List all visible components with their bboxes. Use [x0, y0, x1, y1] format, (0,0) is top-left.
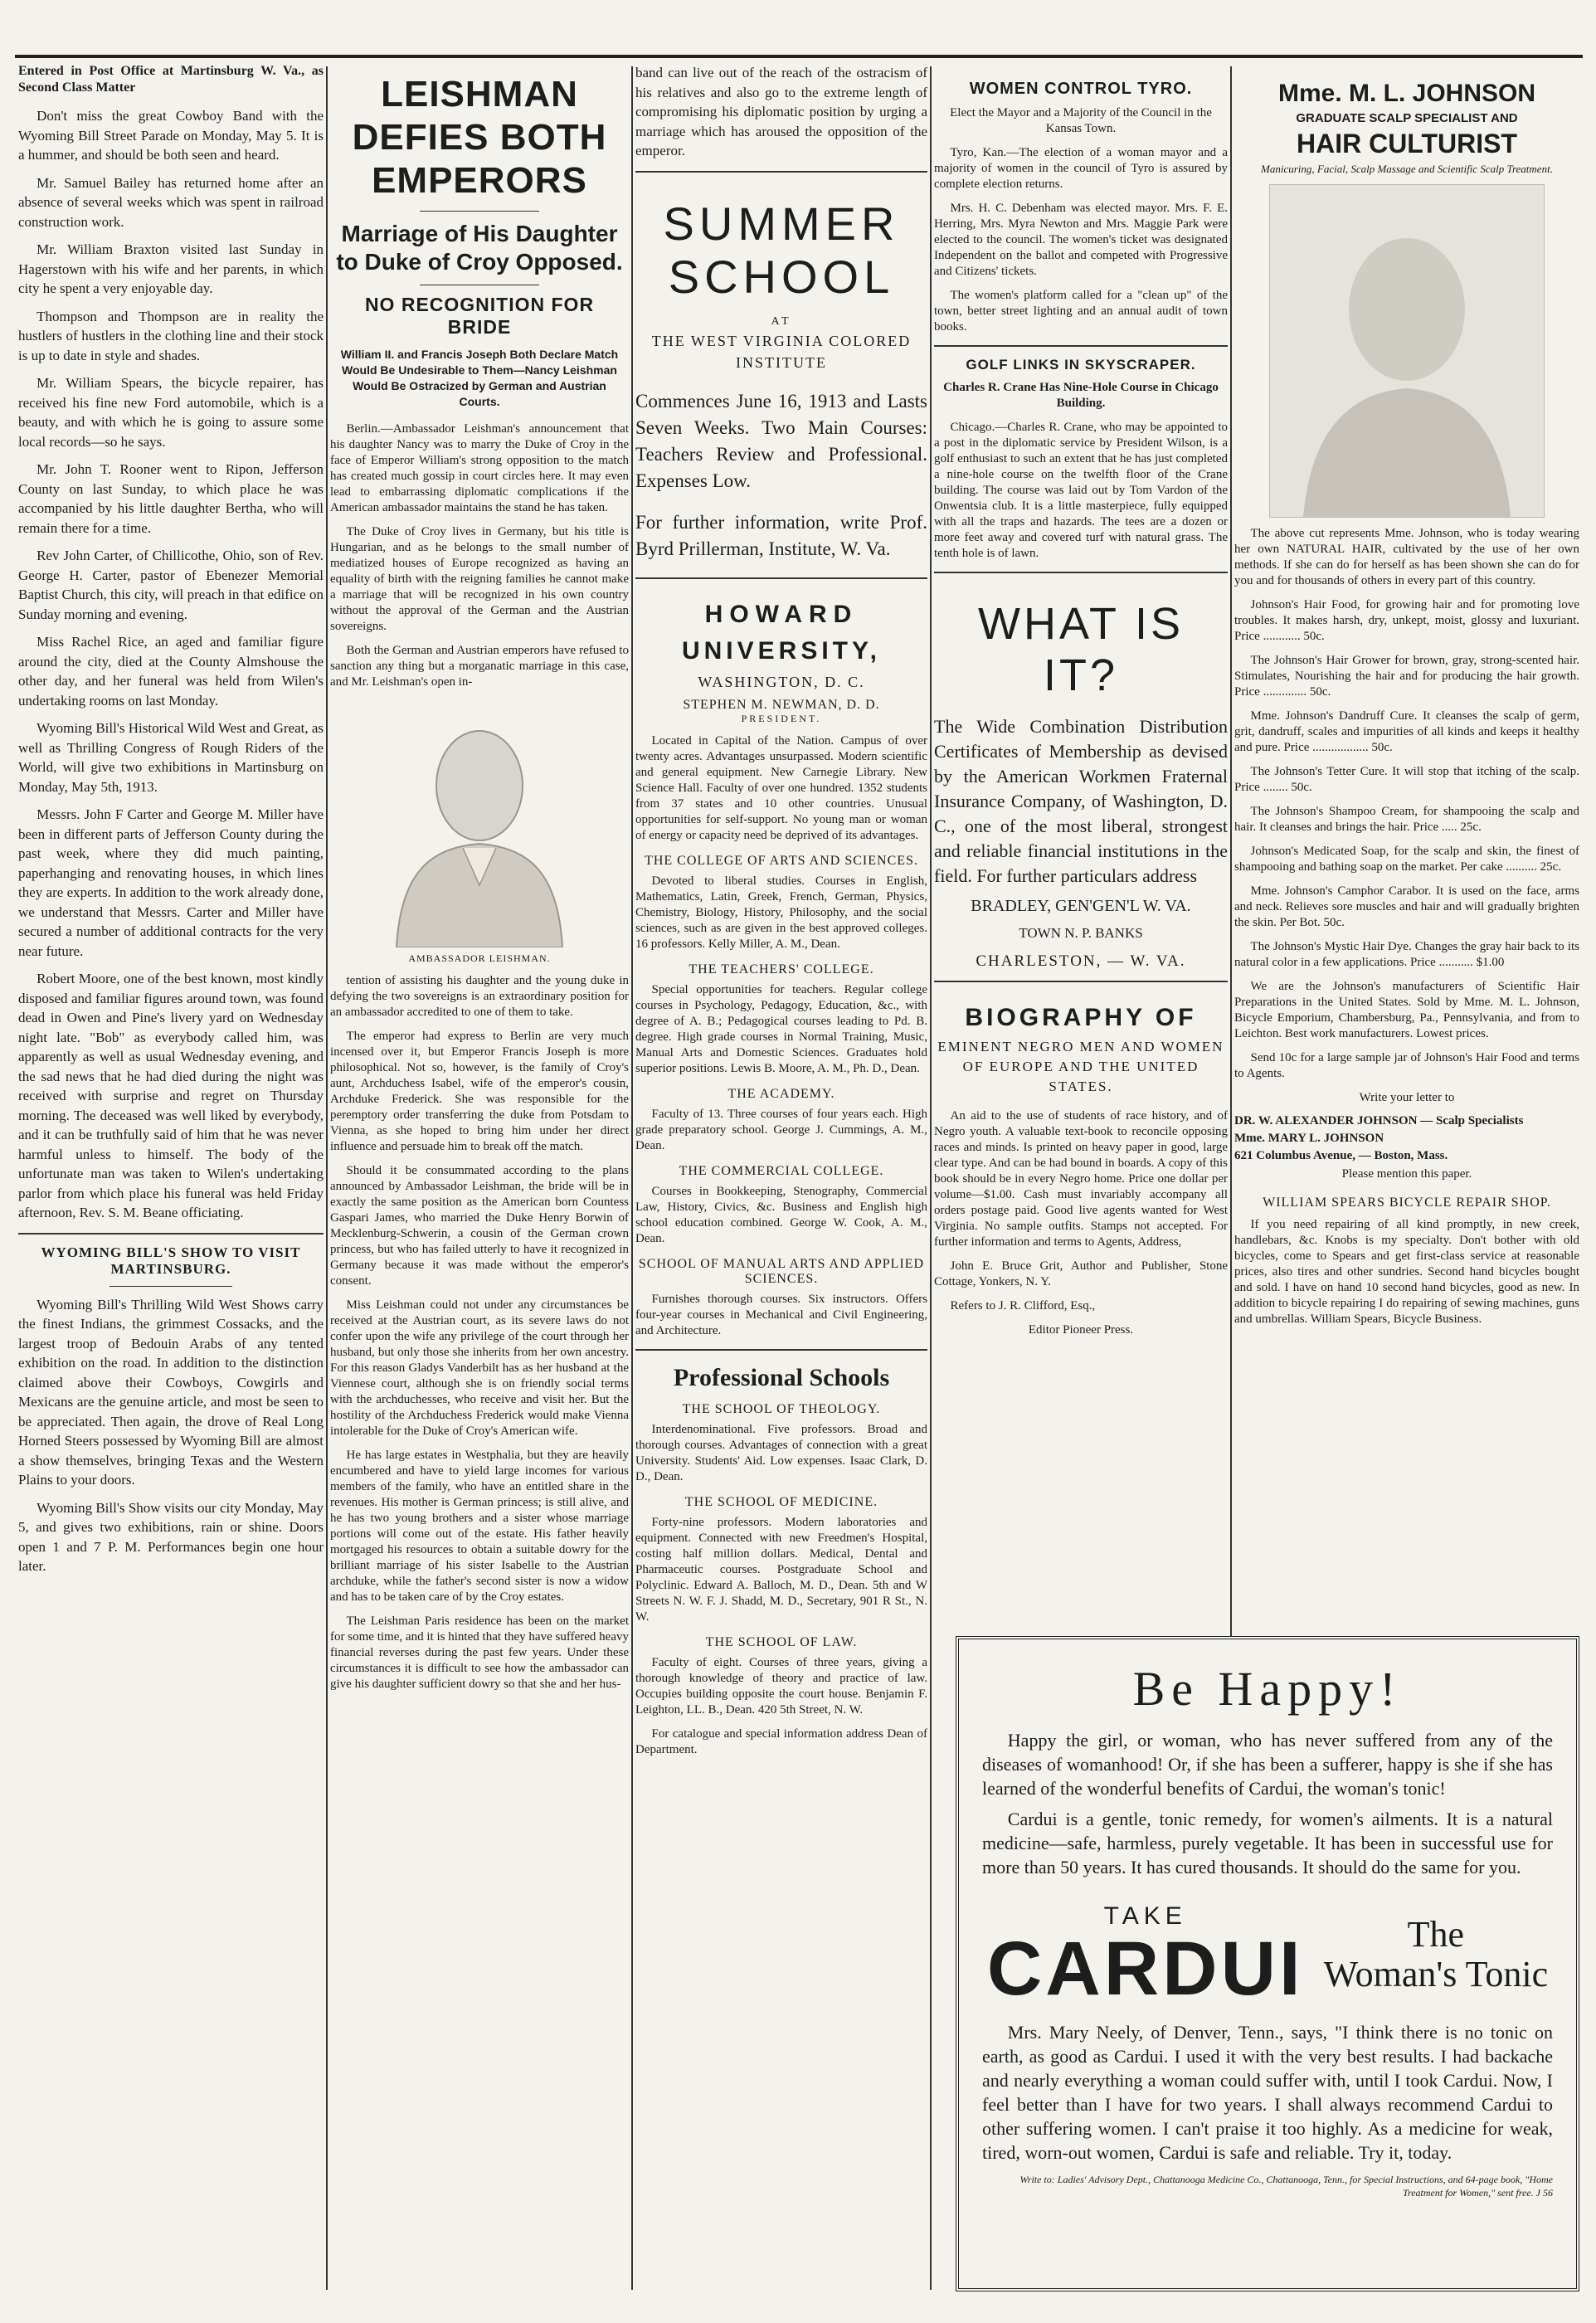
portrait-photo: [1270, 185, 1544, 517]
johnson-product: The Johnson's Shampoo Cream, for shampooing the scalp and hair. It cleanses and brings the hair. Price ..... 25c.: [1234, 805, 1579, 834]
johnson-photo: [1269, 184, 1545, 518]
cardui-paragraph-1: Happy the girl, or woman, who has never suffered from any of the diseases of womanhood! Or, if she has been a sufferer, happy is she if she has learned of the wonderful benefits of Cardui, the woman's tonic!: [982, 1730, 1553, 1799]
summer-school-title: SUMMER SCHOOL: [663, 197, 900, 303]
golf-deck: Charles R. Crane Has Nine-Hole Course in Chicago Building.: [943, 381, 1219, 410]
johnson-product: Mme. Johnson's Camphor Carabor. It is used on the face, arms and neck. Relieves sore muscles and hair and will gradually brighten the skin. Per Bot. 50c.: [1234, 884, 1579, 929]
college-section-title: THE COMMERCIAL COLLEGE.: [679, 1163, 884, 1178]
divider: [635, 1349, 927, 1351]
local-news-item: Mr. Samuel Bailey has returned home after an absence of several weeks which was spent in railroad construction work.: [18, 174, 324, 230]
story-paragraph: tention of assisting his daughter and the young duke in defying the two sovereigns is an extraordinary position for an ambassador accredited to one of them to take.: [330, 974, 629, 1019]
professional-sections: [635, 1402, 927, 1718]
college-section-text: Furnishes thorough courses. Six instructors. Offers four-year courses in Mechanical and Civil Engineering, and Architecture.: [635, 1292, 927, 1337]
what-is-it-text: The Wide Combination Distribution Certificates of Membership as devised by the American Workmen Fraternal Insurance Company, of Washington, D. C., one of the most liberal, strongest and reliable financial institutions in the field. For further particulars address: [934, 716, 1228, 886]
cardui-footer: Write to: Ladies' Advisory Dept., Chattanooga Medicine Co., Chattanooga, Tenn., for Special Instructions, and 64-page book, "Home Treatment for Women," sent free. J 56: [1019, 2174, 1553, 2199]
at-label: AT: [771, 314, 792, 328]
local-news-item: Mr. John T. Rooner went to Ripon, Jefferson County on last Sunday, to which place he was accompanied by his little daughter Bertha, who will remain there for a time.: [18, 461, 324, 536]
biography-text: An aid to the use of students of race history, and of Negro youth. A valuable text-book to reconcile opposing races and minds. Is printed on heavy paper in good, large clear type. And can be had bound in boards. A copy of this book should be in every Negro home. Price one dollar per volume—$1.00. Cash must invariably accompany all orders postage paid. Good live agents wanted for West Virginia. No sample outfits. Stamps not accepted. For further information and terms to Agents, Address,: [934, 1109, 1228, 1249]
signature-name: DR. W. ALEXANDER JOHNSON: [1234, 1114, 1418, 1127]
take-label: TAKE: [1103, 1902, 1187, 1930]
local-items: [18, 106, 324, 1223]
university-description: Located in Capital of the Nation. Campus of over twenty acres. Advantages unsurpassed. Modern scientific and general equipment. New Carnegie Library. New Science Hall. Faculty of over one hundred. 1352 students from 37 states and 10 other countries. Unusual opportunities for self-support. No young man or woman of energy or capacity need be deprived of its advantages.: [635, 733, 927, 842]
column-rule: [326, 66, 328, 2290]
summer-school-dates: Commences June 16, 1913 and Lasts Seven Weeks. Two Main Courses: Teachers Review and Professional. Expenses Low.: [635, 390, 927, 491]
johnson-title: Mme. M. L. JOHNSON: [1277, 80, 1536, 107]
cardui-advertisement: [956, 1636, 1579, 2291]
be-happy-title: Be Happy!: [1132, 1662, 1403, 1716]
johnson-product: The Johnson's Tetter Cure. It will stop that itching of the scalp. Price ........ 50c.: [1234, 765, 1579, 794]
story-paragraph: The Leishman Paris residence has been on the market for some time, and it is hinted that they have suffered heavy financial reverses during the past few years. Under these circumstances it is difficult to see how the ambassador can give his daughter sufficient dowry so that she and her hus-: [330, 1614, 629, 1691]
college-section-title: THE TEACHERS' COLLEGE.: [689, 962, 874, 976]
local-news-item: Thompson and Thompson are in reality the hustlers of hustlers in the clothing line and their stock is up to date in style and shades.: [18, 308, 324, 363]
local-news-item: Don't miss the great Cowboy Band with the Wyoming Bill Street Parade on Monday, May 5. It is a hummer, and should be both seen and heard.: [18, 108, 324, 163]
johnson-product: Mme. Johnson's Dandruff Cure. It cleanses the scalp of germ, grit, dandruff, scales and impurities of all kinds and keeps it healthy and pure. Price .................. 50c.: [1234, 709, 1579, 754]
tyro-paragraph: The women's platform called for a "clean up" of the town, better street lighting and an annual audit of town books.: [934, 289, 1228, 334]
cardui-logo: [982, 1902, 1553, 2011]
divider: [18, 1233, 324, 1235]
howard-title: HOWARD: [704, 600, 859, 628]
wyoming-items: [18, 1295, 324, 1576]
divider: [420, 211, 539, 212]
ambassador-portrait: [372, 707, 587, 947]
portrait-illustration: [372, 707, 587, 947]
deck-text: William II. and Francis Joseph Both Declare Match Would Be Undesirable to Them—Nancy Leishman Would Be Ostracized by German and Austrian Courts.: [340, 348, 619, 408]
johnson-graduate: GRADUATE SCALP SPECIALIST AND: [1296, 111, 1518, 125]
johnson-product: Johnson's Medicated Soap, for the scalp and skin, the finest of shampooing and bathing soap on the market. Per cake .......... 25c.: [1234, 845, 1579, 874]
johnson-product: Johnson's Hair Food, for growing hair and for promoting love troubles. It makes harsh, dry, unkept, moist, glossy and luxuriant. Price ............ 50c.: [1234, 598, 1579, 643]
tyro-paragraph: Mrs. H. C. Debenham was elected mayor. Mrs. F. E. Herring, Mrs. Myra Newton and Mrs. Maggie Park were elected to the council. The women's ticket was designated Independent on the ballot and competed with Progressive and Citizens' tickets.: [934, 202, 1228, 278]
column-local-news: [18, 63, 324, 2290]
local-news-item: Robert Moore, one of the best known, most kindly disposed and familiar figures around town, was found dead in Owen and Pine's livery yard on Wednesday night late. "Bob" as everybody called him, was apparently as well as usual Wednesday evening, and the sad news that he had died during the night was received with surprise and regret on Thursday morning. The deceased was well liked by everybody, and it can be truthfully said of him that he was never harmful unless to himself. The body of the unfortunate man was taken to Wilen's undertaking parlor from which place his funeral was held Friday afternoon, Rev. S. M. Beane officiating.: [18, 971, 324, 1220]
professional-section-text: Forty-nine professors. Modern laboratories and equipment. Connected with new Freedmen's Hospital, costing half million dollars. Medical, Dental and Pharmaceutic courses. Postgraduate School and Polyclinic. Edward A. Balloch, M. D., Dean. 5th and W Streets N. W. F. J. Shadd, M. D., Secretary, 901 R St., N. W.: [635, 1515, 927, 1624]
wyoming-paragraph: Wyoming Bill's Thrilling Wild West Shows carry the finest Indians, the grimmest Cossacks, and the largest troop of Bedouin Arabs of any tented exhibition on the road. In addition to the distinction claimed above their Cowboys, Cowgirls and Mexicans are the genuine article, and most be seen to be appreciated. Then again, the drove of Real Long Horned Steers possessed by Wyoming Bill are almost a show themselves, bringing Texas and the Western Plains to your doors.: [18, 1296, 324, 1488]
biography-title: BIOGRAPHY OF: [965, 1004, 1197, 1031]
tyro-paragraphs: [934, 145, 1228, 335]
portrait-caption: AMBASSADOR LEISHMAN.: [408, 952, 551, 964]
divider: [109, 1286, 231, 1287]
bicycle-heading: WILLIAM SPEARS BICYCLE REPAIR SHOP.: [1263, 1196, 1551, 1210]
what-is-it-title: WHAT IS IT?: [977, 599, 1184, 700]
university-city: WASHINGTON, D. C.: [698, 673, 865, 690]
story-paragraph: The emperor had express to Berlin are very much incensed over it, but Emperor Francis Joseph is more philosophical. Not so, however, is the family of Croy's aunt, Archduchess Isabel, wife of the emperor's cousin, Archduke Frederick. She was responsible for the peremptory order transferring the duke from Potsdam to Vienna, as she hoped to bring him under her direct influence and persuade him to break off the match.: [330, 1030, 629, 1153]
institute-name: THE WEST VIRGINIA COLORED INSTITUTE: [651, 332, 912, 371]
johnson-product: The Johnson's Mystic Hair Dye. Changes the gray hair back to its natural color in a few applications. Price ........... $1.00: [1234, 940, 1579, 969]
president-title: PRESIDENT.: [741, 712, 822, 724]
biography-editor: Editor Pioneer Press.: [1028, 1323, 1134, 1337]
johnson-services: Manicuring, Facial, Scalp Massage and Scientific Scalp Treatment.: [1261, 163, 1553, 175]
college-section-text: Special opportunities for teachers. Regular college courses in Psychology, Pedagogy, Education, &c., with degree of A. B.; Pedagogical courses leading to Pd. B. degree. High grade courses in Normal Training, Music, Manual Arts and Domestic Sciences. Graduates hold superior positions. Lewis B. Moore, A. M., Ph. D., Dean.: [635, 982, 927, 1075]
divider: [635, 171, 927, 173]
cardui-wordmark: CARDUI: [986, 1926, 1304, 2011]
tyro-heading: WOMEN CONTROL TYRO.: [969, 80, 1193, 98]
womans-tonic: [1324, 1915, 1549, 1994]
postal-notice: Entered in Post Office at Martinsburg W. Va., as Second Class Matter: [18, 64, 324, 95]
local-news-item: Wyoming Bill's Historical Wild West and Great, as well as Thrilling Congress of Rough Riders of the World, will give two exhibitions in Martinsburg on Monday, May 5th, 1913.: [18, 720, 324, 795]
divider: [934, 981, 1228, 982]
university-president: STEPHEN M. NEWMAN, D. D.: [683, 697, 880, 712]
johnson-signature: DR. W. ALEXANDER JOHNSON — Scalp Specialists: [1234, 1114, 1524, 1127]
professional-section-text: Interdenominational. Five professors. Broad and thorough courses. Advantages of connection with a great University. Students' Aid. Low expenses. Isaac Clark, D. D., Dean.: [635, 1422, 927, 1483]
johnson-sample-offer: Send 10c for a large sample jar of Johnson's Hair Food and terms to Agents.: [1234, 1051, 1579, 1080]
story-paragraph: Miss Leishman could not under any circumstances be received at the Austrian court, as its severe laws do not confer upon the wife any privilege of the court through her husband, but only those she inherits from her own ancestry. For this reason Gladys Vanderbilt has as her husband at the Viennese court, although she is on friendly social terms with the archduchesses, who receive and visit her. But the hostility of the Archduchess Frederick would make Vienna intolerable for the Duke of Croy's American wife.: [330, 1298, 629, 1438]
story-paragraph: Both the German and Austrian emperors have refused to sanction any thing but a morganatic marriage in this case, and Mr. Leishman's open in-: [330, 644, 629, 689]
professional-section-title: THE SCHOOL OF LAW.: [705, 1634, 858, 1649]
johnson-photo-caption: The above cut represents Mme. Johnson, who is today wearing her own NATURAL HAIR, cultivated by the use of her own methods. If she can do for herself as has been shown she can do for you and for thousands of others in every part of this country.: [1234, 527, 1579, 587]
what-is-it-address-line3: CHARLESTON, — W. VA.: [976, 952, 1186, 970]
golf-heading: GOLF LINKS IN SKYSCRAPER.: [966, 357, 1196, 373]
johnson-write: Write your letter to: [1359, 1091, 1455, 1104]
professional-schools-title: Professional Schools: [673, 1363, 890, 1391]
cardui-testimonial: Mrs. Mary Neely, of Denver, Tenn., says, "I think there is no tonic on earth, as good as Cardui. I used it with the very best results. I had backache and nearly everything a woman could suffer with, until I took Cardui. Now, I feel better than I have for two years. I shall always recommend Cardui to other suffering women. I can't praise it too highly. As a medicine for weak, tired, worn-out women, Cardui is safe and reliable. Try it, today.: [982, 2022, 1553, 2163]
deck-headline: NO RECOGNITION FOR BRIDE: [364, 294, 595, 338]
professional-section-text: Faculty of eight. Courses of three years, giving a thorough knowledge of theory and practice of law. Occupies building opposite the court house. Benjamin F. Leighton, LL. B., Dean. 420 5th Street, N. W.: [635, 1655, 927, 1717]
story-paragraph: The Duke of Croy lives in Germany, but his title is Hungarian, and as he belongs to the small number of mediatized houses of Europe recognized as having an equality of birth with the reigning families he cannot make a marriage that will be recognized in his own country without the approval of the German and the Austrian sovereigns.: [330, 525, 629, 633]
what-is-it-address-line2: TOWN N. P. BANKS: [1019, 925, 1143, 941]
university-title: UNIVERSITY,: [681, 636, 882, 665]
tyro-deck: Elect the Mayor and a Majority of the Council in the Kansas Town.: [950, 106, 1212, 135]
the-label: The: [1407, 1914, 1465, 1955]
cardui-paragraph-2: Cardui is a gentle, tonic remedy, for women's ailments. It is a natural medicine—safe, harmless, purely vegetable. It has been in successful use for more than 50 years. It has cured thousands. It should do the same for you.: [982, 1809, 1553, 1877]
local-news-item: Rev John Carter, of Chillicothe, Ohio, son of Rev. George H. Carter, pastor of Ebenezer Memorial Baptist Church, this city, will preach in that edifice on Sunday morning and evening.: [18, 548, 324, 622]
closing-note: For catalogue and special information address Dean of Department.: [635, 1726, 927, 1756]
signature-role: Scalp Specialists: [1435, 1114, 1524, 1127]
biography-reference: Refers to J. R. Clifford, Esq.,: [950, 1299, 1096, 1312]
column-schools: [635, 63, 927, 2290]
tyro-paragraph: Tyro, Kan.—The election of a woman mayor and a majority of women in the council of Tyro is assured by complete election returns.: [934, 146, 1228, 191]
divider: [934, 572, 1228, 573]
local-news-item: Mr. William Braxton visited last Sunday in Hagerstown with his wife and her parents, in which city he spent a very enjoyable day.: [18, 241, 324, 296]
what-is-it-address: BRADLEY, GEN'GEN'L W. VA.: [971, 897, 1191, 915]
divider: [934, 345, 1228, 347]
column-leishman-story: [330, 63, 629, 2290]
subheadline: Marriage of His Daughter to Duke of Croy Opposed.: [336, 221, 623, 275]
column-rule: [930, 66, 932, 2290]
college-sections: [635, 854, 927, 1339]
divider: [635, 577, 927, 579]
college-section-text: Courses in Bookkeeping, Stenography, Commercial Law, History, Civics, &c. Business and English high school education combined. George W. Cook, A. M., Dean.: [635, 1184, 927, 1245]
johnson-signature-2: Mme. MARY L. JOHNSON: [1234, 1132, 1384, 1145]
college-section-title: SCHOOL OF MANUAL ARTS AND APPLIED SCIENCES.: [638, 1256, 925, 1286]
college-section-title: THE COLLEGE OF ARTS AND SCIENCES.: [645, 853, 918, 868]
johnson-hair-culturist: HAIR CULTURIST: [1296, 129, 1518, 158]
college-section-text: Devoted to liberal studies. Courses in English, Mathematics, Latin, Greek, French, German, Physics, Chemistry, Biology, History, Philosophy, and the social sciences, such as are given in the best approved colleges. 16 professors. Kelly Miller, A. M., Dean.: [635, 874, 927, 951]
story-paragraph: Berlin.—Ambassador Leishman's announcement that his daughter Nancy was to marry the Duke of Croy in the face of Emperor William's strong opposition to the match has created much gossip in court circles here. It may even lead to embarrassing diplomatic complications if the American ambassador maintains the stand he has taken.: [330, 422, 629, 514]
johnson-manufacturers: We are the Johnson's manufacturers of Scientific Hair Preparations in the United States. Sold by Mme. M. L. Johnson, Bicycle Emporium, Chambersburg, Pa., Pennsylvania, and from to Leichton. Best work manufacturers. Lowest prices.: [1234, 980, 1579, 1040]
local-news-item: Miss Rachel Rice, an aged and familiar figure around the city, died at the County Almshouse the other day, and her funeral was held from Wilen's undertaking rooms on last Monday.: [18, 634, 324, 709]
story-paragraph: Should it be consummated according to the plans announced by Ambassador Leishman, the bride will be in exactly the same position as the American born Countess Gaspari James, who married the Duke Henry Borwin of Mecklenburg-Schwerin, a cousin of the German crown princess, but who has failed utterly to have it recognized in Germany because it was made without the emperor's consent.: [330, 1164, 629, 1288]
college-section-text: Faculty of 13. Three courses of four years each. High grade preparatory school. George J. Cummings, A. M., Dean.: [635, 1107, 927, 1152]
johnson-address: 621 Columbus Avenue, — Boston, Mass.: [1234, 1149, 1448, 1162]
professional-section-title: THE SCHOOL OF MEDICINE.: [684, 1494, 878, 1509]
professional-section-title: THE SCHOOL OF THEOLOGY.: [682, 1401, 881, 1416]
golf-text: Chicago.—Charles R. Crane, who may be appointed to a post in the diplomatic service by President Wilson, is a golf enthusiast to such an extent that he has just completed a nine-hole course on the twelfth floor of the Crane building. The course was laid out by Tom Vardon of the Onwentsia club. It is a little masterpiece, fully equipped with all the traps and hazards. The tees are a dozen or more feet away and covered turf with natural grass. The tenth hole is of lawn.: [934, 421, 1228, 560]
college-section-title: THE ACADEMY.: [727, 1086, 835, 1101]
johnson-products: [1234, 597, 1579, 971]
wyoming-heading: WYOMING BILL'S SHOW TO VISIT MARTINSBURG.: [41, 1244, 301, 1277]
womans-tonic-label: Woman's Tonic: [1323, 1954, 1549, 1994]
summer-school-contact: For further information, write Prof. Byrd Prillerman, Institute, W. Va.: [635, 511, 927, 559]
bicycle-text: If you need repairing of all kind promptly, in new creek, handlebars, &c. Knobs is my specialty. Don't bother with old bicycles, come to Spears and get first-class service at reasonable prices, also tires and other sundries. Second hand bicycles bought and sold. I have on hand 10 second hand bicycles, good as new. In addition to bicycle repairing I do repairing of sewing machines, guns and umbrellas. William Spears, Bicycle Business.: [1234, 1218, 1579, 1326]
johnson-mention: Please mention this paper.: [1341, 1167, 1472, 1181]
local-news-item: Messrs. John F Carter and George M. Miller have been in different parts of Jefferson County during the past week, where they did much painting, paperhanging and renovating houses, in which lines they are experts. In addition to the work already done, we understand that Messrs. Carter and Miller have secured a number of additional contracts for the very near future.: [18, 806, 324, 959]
biography-subtitle: EMINENT NEGRO MEN AND WOMEN OF EUROPE AND THE UNITED STATES.: [937, 1039, 1224, 1094]
headline: LEISHMAN DEFIES BOTH EMPERORS: [352, 74, 607, 201]
take-cardui: [986, 1902, 1304, 2011]
wyoming-paragraph: Wyoming Bill's Show visits our city Monday, May 5, and gives two exhibitions, rain or shine. Doors open 1 and 7 P. M. Performances begin one hour later.: [18, 1499, 324, 1574]
biography-author: John E. Bruce Grit, Author and Publisher, Stone Cottage, Yonkers, N. Y.: [934, 1259, 1228, 1288]
masthead-rule: [15, 55, 1583, 58]
story-paragraphs-b: [330, 973, 629, 1692]
johnson-product: The Johnson's Hair Grower for brown, gray, strong-scented hair. Stimulates, Nourishing the hair and for producing the hair growth. Price .............. 50c.: [1234, 654, 1579, 699]
story-paragraph: He has large estates in Westphalia, but they are heavily encumbered and have to yield large incomes for various members of the family, who have an entitled share in the revenues. His mother is German princess; is still alive, and he has two young brothers and a sister whose marriage portions will come out of the estate. His father heavily mortgaged his resources to obtain a suitable dowry for the brilliant marriage of his sister Isabelle to the Austrian archduke, while the father's second sister is now a widow and has to be taken care of by the Croy estates.: [330, 1449, 629, 1604]
story-paragraphs-a: [330, 421, 629, 690]
local-news-item: Mr. William Spears, the bicycle repairer, has received his fine new Ford automobile, which is a beauty, and with which he is going to assure some local records—so he says.: [18, 375, 324, 450]
column-rule: [631, 66, 633, 2290]
story-continuation: band can live out of the reach of the ostracism of his relatives and also go to the extreme length of compromising his diplomatic position by urging a marriage which has aroused the opposition of the emperor.: [635, 65, 927, 158]
